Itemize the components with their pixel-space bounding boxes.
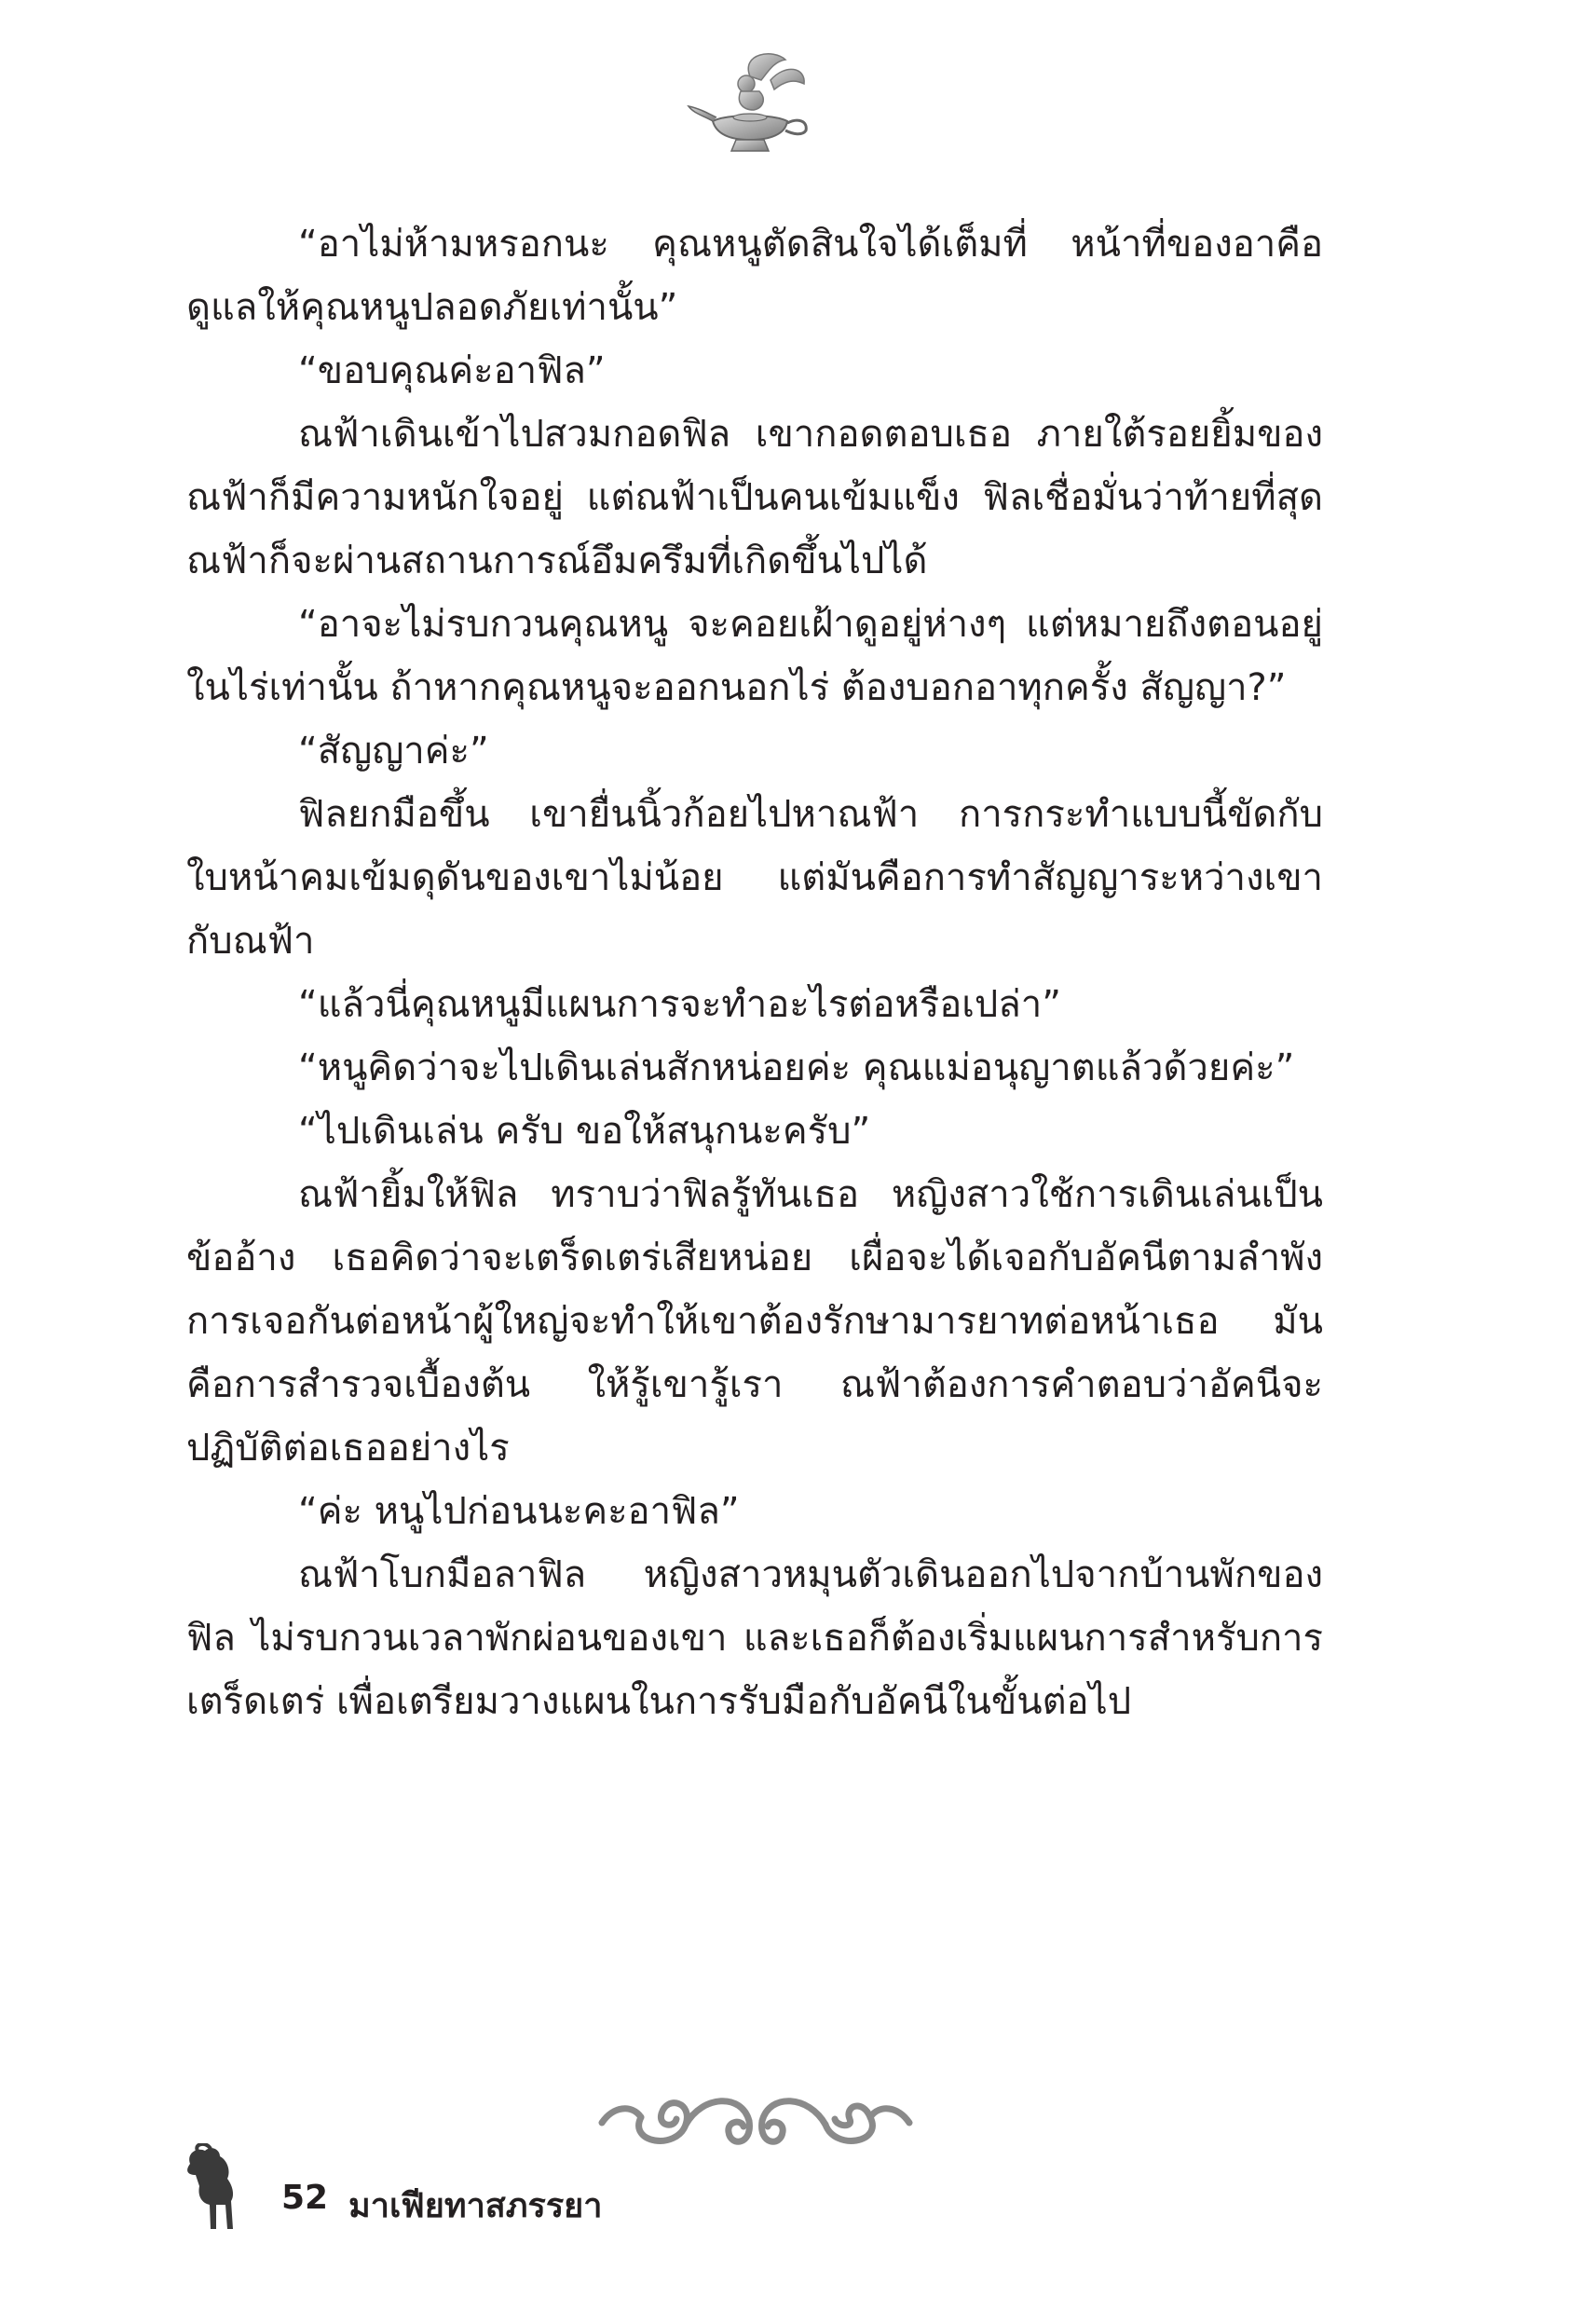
horse-icon: [179, 2143, 244, 2233]
paragraph: “แล้วนี่คุณหนูมีแผนการจะทำอะไรต่อหรือเปล่า”: [298, 983, 1061, 1026]
paragraph: “อาจะไม่รบกวนคุณหนู จะคอยเฝ้าดูอยู่ห่างๆ แต่หมายถึงตอนอยู่ในไร่เท่านั้น ถ้าหากคุณหนูจะออกนอกไร่ ต้องบอกอาทุกครั้ง สัญญา?”: [186, 603, 1323, 709]
paragraph: “อาไม่ห้ามหรอกนะ คุณหนูตัดสินใจได้เต็มที่ หน้าที่ของอาคือดูแลให้คุณหนูปลอดภัยเท่านั้น”: [186, 223, 1323, 329]
paragraph: “ค่ะ หนูไปก่อนนะคะอาฟิล”: [298, 1490, 740, 1533]
paragraph: ฟิลยกมือขึ้น เขายื่นนิ้วก้อยไปหาณฟ้า การกระทำแบบนี้ขัดกับใบหน้าคมเข้มดุดันของเขาไม่น้อย แต่มันคือการทำสัญญาระหว่างเขากับณฟ้า: [186, 793, 1323, 963]
page-footer: [179, 2143, 831, 2236]
paragraph: “ไปเดินเล่น ครับ ขอให้สนุกนะครับ”: [298, 1110, 871, 1153]
paragraph: “หนูคิดว่าจะไปเดินเล่นสักหน่อยค่ะ คุณแม่อนุญาตแล้วด้วยค่ะ”: [298, 1046, 1295, 1089]
paragraph: “สัญญาค่ะ”: [298, 730, 489, 773]
paragraph: ณฟ้ายิ้มให้ฟิล ทราบว่าฟิลรู้ทันเธอ หญิงสาวใช้การเดินเล่นเป็นข้ออ้าง เธอคิดว่าจะเตร็ดเตร่เสียหน่อย เผื่อจะได้เจอกับอัคนีตามลำพัง การเจอกันต่อหน้าผู้ใหญ่จะทำให้เขาต้องรักษามารยาทต่อหน้าเธอ มันคือการสำรวจเบื้องต้น ให้รู้เขารู้เรา ณฟ้าต้องการคำตอบว่าอัคนีจะปฏิบัติต่อเธออย่างไร: [186, 1173, 1323, 1470]
cupid-genie-lamp-icon: [685, 48, 825, 160]
paragraph: ณฟ้าเดินเข้าไปสวมกอดฟิล เขากอดตอบเธอ ภายใต้รอยยิ้มของณฟ้าก็มีความหนักใจอยู่ แต่ณฟ้าเป็นคนเข้มแข็ง ฟิลเชื่อมั่นว่าท้ายที่สุดณฟ้าก็จะผ่านสถานการณ์อึมครึมที่เกิดขึ้นไปได้: [186, 413, 1323, 582]
paragraph: ณฟ้าโบกมือลาฟิล หญิงสาวหมุนตัวเดินออกไปจากบ้านพักของฟิล ไม่รบกวนเวลาพักผ่อนของเขา และเธอก็ต้องเริ่มแผนการสำหรับการเตร็ดเตร่ เพื่อเตรียมวางแผนในการรับมือกับอัคนีในขั้นต่อไป: [186, 1553, 1323, 1723]
page-number: 52: [281, 2179, 329, 2217]
book-title: มาเฟียทาสภรรยา: [348, 2187, 603, 2225]
body-text: [186, 212, 1323, 1733]
paragraph: “ขอบคุณค่ะอาฟิล”: [298, 349, 606, 392]
